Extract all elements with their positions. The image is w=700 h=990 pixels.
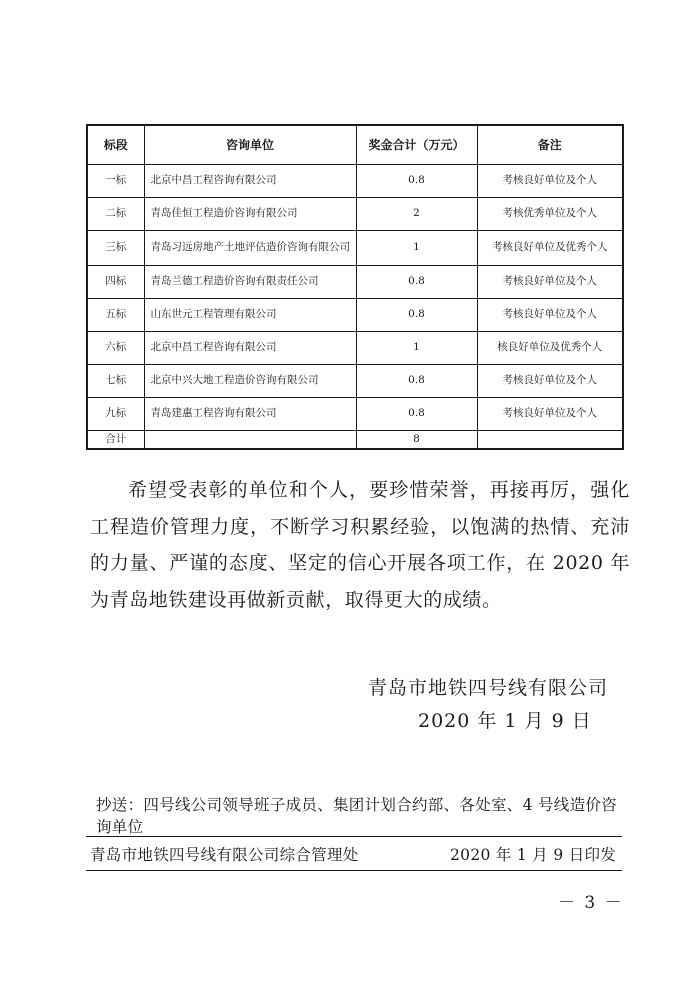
table-row	[87, 198, 623, 231]
cell-unit: 北京中昌工程咨询有限公司	[144, 332, 356, 365]
cell-section: 一标	[87, 165, 144, 198]
cell-note: 考核良好单位及个人	[477, 165, 623, 198]
table-total-row	[87, 431, 623, 450]
closing-paragraph: 希望受表彰的单位和个人，要珍惜荣誉，再接再厉，强化工程造价管理力度，不断学习积累经验，以饱满的热情、充沛的力量、严谨的态度、坚定的信心开展各项工作，在 2020 年为青岛地铁建设再做新贡献，取得更大的成绩。	[90, 479, 630, 611]
cell-amount: 0.8	[356, 299, 477, 332]
page-number: － 3 －	[558, 893, 624, 913]
cell-unit: 山东世元工程管理有限公司	[144, 299, 356, 332]
cell-unit: 青岛兰德工程造价咨询有限责任公司	[144, 266, 356, 299]
cell-note: 考核良好单位及个人	[477, 398, 623, 431]
cell-amount: 1	[356, 231, 477, 266]
cell-unit: 青岛习远房地产土地评估造价咨询有限公司	[144, 231, 356, 266]
table-header-row	[87, 125, 623, 165]
header-section: 标段	[87, 125, 144, 165]
table-row	[87, 365, 623, 398]
print-date: 2020 年 1 月 9 日印发	[450, 846, 617, 864]
signature-company: 青岛市地铁四号线有限公司	[368, 677, 609, 699]
table-row	[87, 398, 623, 431]
cell-unit: 北京中昌工程咨询有限公司	[144, 165, 356, 198]
award-table	[86, 124, 624, 450]
cell-total-unit	[144, 431, 356, 450]
footer-rule-bottom	[86, 870, 622, 871]
cell-amount: 0.8	[356, 266, 477, 299]
cell-note: 核良好单位及优秀个人	[477, 332, 623, 365]
cell-unit: 青岛建惠工程咨询有限公司	[144, 398, 356, 431]
table-row	[87, 231, 623, 266]
cell-section: 三标	[87, 231, 144, 266]
copy-to-recipients: 四号线公司领导班子成员、集团计划合约部、各处室、4 号线造价咨询单位	[96, 796, 617, 836]
table-row	[87, 332, 623, 365]
table-row	[87, 165, 623, 198]
cell-total-label: 合计	[87, 431, 144, 450]
cell-section: 七标	[87, 365, 144, 398]
table-row	[87, 266, 623, 299]
cell-note: 考核良好单位及个人	[477, 365, 623, 398]
cell-amount: 0.8	[356, 365, 477, 398]
cell-section: 九标	[87, 398, 144, 431]
cell-amount: 0.8	[356, 398, 477, 431]
cell-note: 考核优秀单位及个人	[477, 198, 623, 231]
cell-section: 五标	[87, 299, 144, 332]
table-row	[87, 299, 623, 332]
cell-amount: 0.8	[356, 165, 477, 198]
cell-section: 二标	[87, 198, 144, 231]
cell-section: 四标	[87, 266, 144, 299]
cell-amount: 1	[356, 332, 477, 365]
cell-note: 考核良好单位及个人	[477, 266, 623, 299]
cell-unit: 青岛佳恒工程造价咨询有限公司	[144, 198, 356, 231]
copy-to-block	[96, 794, 626, 838]
issuer: 青岛市地铁四号线有限公司综合管理处	[90, 846, 359, 864]
footer-rule-top	[86, 836, 622, 837]
header-note: 备注	[477, 125, 623, 165]
cell-unit: 北京中兴大地工程造价咨询有限公司	[144, 365, 356, 398]
header-amount: 奖金合计（万元）	[356, 125, 477, 165]
cell-section: 六标	[87, 332, 144, 365]
cell-total-note	[477, 431, 623, 450]
cell-note: 考核良好单位及优秀个人	[477, 231, 623, 266]
copy-to-label: 抄送：	[96, 796, 144, 814]
cell-note: 考核良好单位及个人	[477, 299, 623, 332]
signature-date: 2020 年 1 月 9 日	[418, 710, 592, 732]
cell-total-amount: 8	[356, 431, 477, 450]
header-unit: 咨询单位	[144, 125, 356, 165]
cell-amount: 2	[356, 198, 477, 231]
